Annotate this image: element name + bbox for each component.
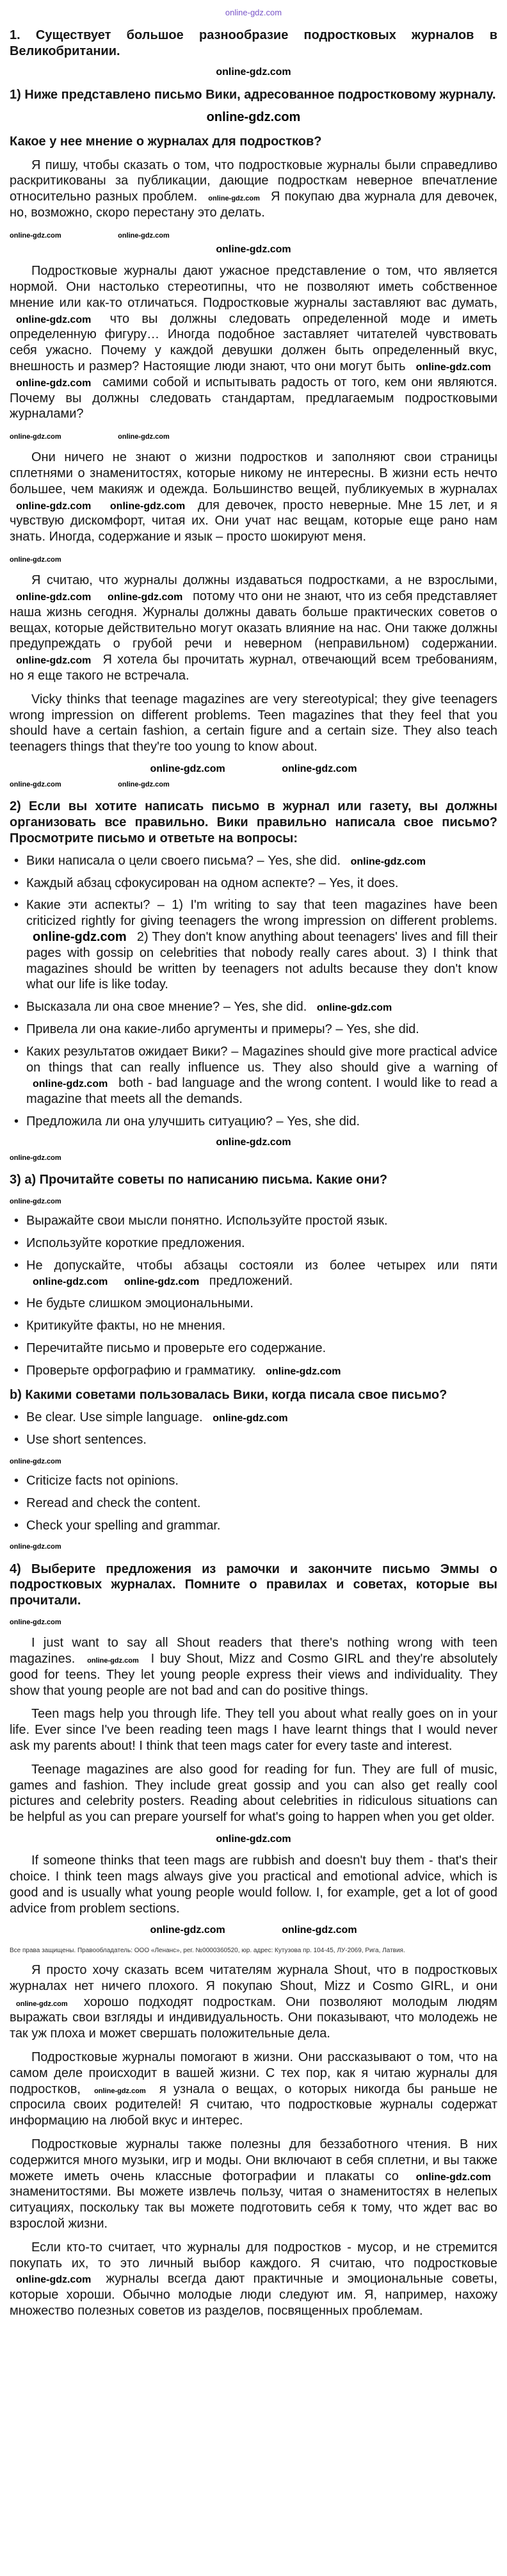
bullet-text: Используйте короткие предложения. [26,1235,245,1250]
bullet-text: Вики написала о цели своего письма? – Yes, she did. [26,853,341,868]
watermark-line [10,1455,497,1467]
watermark: online-gdz.com [150,763,225,775]
watermark: online-gdz.com [10,1197,61,1205]
paragraph-text: знаменитостями. Вы можете извлечь пользу, читая о знаменитостях в нелепых ситуациях, поскольку так вы можете подготовить себя к тому, что ждет вас во взрослой жизни. [10,2185,497,2231]
watermark: online-gdz.com [213,1413,288,1424]
bullet-text: Привела ли она какие-либо аргументы и примеры? – Yes, she did. [26,1022,419,1036]
bullet-text: 2) They don't know anything about teenagers' lives and fill their pages with gossip on celebrities that nobody really cares about. 3) I think that magazines should be written by teenagers not adults because they don't know what our life is like today. [26,929,497,992]
bullet-text: Не будьте слишком эмоциональными. [26,1296,254,1311]
watermark: online-gdz.com [282,1925,357,1936]
watermark: online-gdz.com [10,1543,61,1551]
watermark: online-gdz.com [10,781,61,789]
watermark-line [10,110,497,125]
bullet-item [10,1022,497,1038]
watermark: online-gdz.com [216,1136,291,1148]
paragraph-text: I just want to say all Shout readers that there's nothing wrong with teen magazines. [10,1636,497,1666]
bullet-text: Reread and check the content. [26,1496,201,1510]
watermark: online-gdz.com [10,556,61,564]
paragraph-text: Teen mags help you through life. They tell you about what really goes on in your life. Ever since I've been reading teen mags I have learnt things that I would never ask my parents about! I think that teen mags cater for every taste and interest. [10,1707,497,1753]
bullet-text: Проверьте орфографию и грамматику. [26,1363,256,1378]
question-1-subheading: Какое у нее мнение о журналах для подростков? [10,134,322,149]
bullet-text: Предложила ли она улучшить ситуацию? – Yes, she did. [26,1114,360,1129]
paragraph-text: Подростковые журналы помогают в жизни. Они рассказывают о том, что на самом деле происходит в вашей жизни. С тех пор, как я читаю журналы для подростков, [10,2050,497,2096]
bullet-text: both - bad language and the wrong content. I would like to read a magazine that meets all the demands. [26,1076,497,1107]
bullet-item [10,1341,497,1357]
paragraph-text: Я просто хочу сказать всем читателям журнала Shout, что в подростковых журналах нет ничего плохого. Я покупаю Shout, Mizz и Cosmo GIRL, и они [10,1963,497,1993]
watermark: online-gdz.com [10,1153,61,1162]
watermark-line [10,1136,497,1148]
watermark: online-gdz.com [350,856,426,867]
watermark: online-gdz.com [118,781,170,789]
bullet-item [10,1235,497,1251]
bullet-text: Criticize facts not opinions. [26,1474,179,1488]
paragraph-text: что вы должны следовать определенной моде и иметь определенную фигуру… Иногда подобное заставляет читателей чувствовать себя ужасно. Почему у каждой девушки должен быть определенный вкус, внешность и размер? Настоящие люди знают, что они могут быть [10,311,497,373]
paragraph-text: Они ничего не знают о жизни подростков и заполняют свои страницы сплетнями о знаменитостях, которые никому не интересны. В жизни есть нечто большее, чем макияж и одежда. Большинство вещей, публикуемых в журналах [10,450,497,496]
question-3a-heading: 3) a) Прочитайте советы по написанию письма. Какие они? [10,1173,388,1187]
watermark: online-gdz.com [10,433,61,441]
paragraph-text: Teenage magazines are also good for reading for fun. They are full of music, games and fashion. They include great gossip and you can also get really cool pictures and celebrity posters. Reading about celebrities in ridiculous situations can be helpful as you can prepare yourself for what's going to happen when you get older. [10,1762,497,1825]
letter-paragraph-4 [10,573,497,684]
bullet-text: Высказала ли она свое мнение? – Yes, she did. [26,1000,307,1015]
watermark-line [10,1924,497,1936]
question-4-heading: 4) Выберите предложения из рамочки и закончите письмо Эммы о подростковых журналах. Помните о правилах и советах, которые вы прочитали. [10,1561,497,1608]
watermark: online-gdz.com [118,433,170,441]
watermark: online-gdz.com [316,1002,392,1014]
watermark-line [10,763,497,775]
watermark: online-gdz.com [10,1618,61,1627]
emma-letter-en-paragraph-3 [10,1762,497,1825]
watermark: online-gdz.com [33,1276,108,1288]
watermark-line [10,1833,497,1845]
emma-letter-en-paragraph-4 [10,1853,497,1916]
bullet-text: Use short sentences. [26,1433,147,1447]
watermark: online-gdz.com [16,2274,92,2286]
paragraph-text: я узнала о вещах, о которых никогда бы раньше не спросила своих родителей! Я считаю, что подростковые журналы содержат информацию на любой вкус и интерес. [10,2082,497,2128]
letter-paragraph-2 [10,263,497,422]
watermark: online-gdz.com [10,1457,61,1465]
paragraph-text: Я пишу, чтобы сказать о том, что подростковые журналы были справедливо раскритикованы за публикации, дающие подросткам неверное впечатление относительно разных проблем. [10,158,497,204]
bullet-text: Be clear. Use simple language. [26,1410,203,1425]
watermark-line-top [10,6,497,19]
emma-letter-ru-paragraph-2 [10,2050,497,2129]
vicky-answer-english [10,692,497,755]
watermark: online-gdz.com [208,195,260,203]
paragraph-text: If someone thinks that teen mags are rubbish and doesn't buy them - that's their choice. I think teen mags always give you practical and emotional advice, which is good and is usually what young people would follow. I, for example, get a lot of good advice from problem sections. [10,1854,497,1916]
bullet-item [10,1432,497,1448]
watermark: online-gdz.com [16,500,92,512]
task-title: 1. Существует большое разнообразие подростковых журналов в Великобритании. [10,28,497,58]
paragraph-text: журналы всегда дают практичные и эмоциональные советы, которые хороши. Обычно молодые люди следуют им. Я, например, нахожу множество полезных советов из разделов, посвященных проблемам. [10,2272,497,2318]
bullet-text: Не допускайте, чтобы абзацы состояли из более четырех или пяти [26,1258,497,1273]
paragraph-text: Я хотела бы прочитать журнал, отвечающий всем требованиям, но я еще такого не встречала. [10,653,497,683]
watermark: online-gdz.com [16,655,92,667]
question-3a-list [10,1213,497,1378]
bullet-item [10,1213,497,1229]
watermark: online-gdz.com [216,1833,291,1845]
paragraph-text: Подростковые журналы дают ужасное представление о том, что является нормой. Они настолько стереотипны, что не позволяют иметь собственное мнение или как-то отличаться. Подростковые журналы заставляют вас думать, [10,264,497,310]
bullet-text: Каких результатов ожидает Вики? – Magazines should give more practical advice on things that can really influence us. They also should give a warning of [26,1044,497,1075]
watermark: online-gdz.com [216,243,291,255]
question-3b-list [10,1410,497,1448]
paragraph-text: Подростковые журналы также полезны для беззаботного чтения. В них содержится много музыки, игр и моды. Они включают в себя сплетни, и вы также можете иметь очень классные фотографии и плакаты со [10,2137,497,2183]
watermark: online-gdz.com [10,231,61,240]
watermark: online-gdz.com [216,66,291,77]
bullet-item [10,897,497,993]
watermark-line [10,553,497,565]
paragraph-text: Если кто-то считает, что журналы для подростков - мусор, и не стремится покупать их, то это личный выбор каждого. Я считаю, что подростковые [10,2240,497,2270]
paragraph-text: I buy Shout, Mizz and Cosmo GIRL and they're absolutely good for teens. They let young people express their views and individuality. They show that young people are not bad and can do positive things. [10,1652,498,1698]
question-1-heading: 1) Ниже представлено письмо Вики, адресованное подростковому журналу. [10,87,496,102]
emma-letter-ru-paragraph-3 [10,2137,497,2232]
letter-paragraph-1 [10,158,497,221]
bullet-text: Перечитайте письмо и проверьте его содержание. [26,1341,326,1355]
bullet-item [10,1318,497,1334]
bullet-item [10,876,497,892]
question-2-list [10,853,497,1130]
watermark-line [10,430,497,442]
paragraph-text: Vicky thinks that teenage magazines are very stereotypical; they give teenagers wrong impression on different problems. Teen magazines that they feel that you should have a certain fashion, a certain figure and a certain size. They also teach teenagers things that they're too young to know about. [10,692,497,754]
watermark: online-gdz.com [109,500,186,512]
watermark: online-gdz.com [282,763,357,775]
bullet-item [10,1296,497,1312]
watermark: online-gdz.com [118,231,170,240]
letter-paragraph-3 [10,450,497,545]
watermark: online-gdz.com [94,2087,146,2095]
watermark: online-gdz.com [266,1365,341,1377]
watermark-line [10,1194,497,1207]
copyright-notice: Все права защищены. Правообладатель: ООО «Ленанс», рег. №0000360520, юр. адрес: Кутузова пр. 104-45, ЛУ-2069, Рига, Латвия. [10,1946,405,1954]
watermark: online-gdz.com [33,929,127,944]
bullet-item [10,1363,497,1379]
bullet-item [10,1496,497,1512]
watermark-line [10,243,497,256]
bullet-item [10,853,497,869]
paragraph-text: Я считаю, что журналы должны издаваться подростками, а не взрослыми, [31,573,497,588]
watermark: online-gdz.com [108,592,183,603]
paragraph-text: самими собой и испытывать радость от того, кем они являются. Почему вы должны следовать стандартам, предлагаемым подростковыми журналами? [10,375,497,421]
watermark: online-gdz.com [206,110,301,124]
watermark: online-gdz.com [150,1925,225,1936]
watermark: online-gdz.com [415,2171,491,2183]
watermark: online-gdz.com [16,592,92,603]
question-3b-heading: b) Какими советами пользовалась Вики, когда писала свое письмо? [10,1388,447,1403]
bullet-item [10,1410,497,1426]
watermark-line [10,1540,497,1552]
bullet-text: Какие эти аспекты? – 1) I'm writing to say that teen magazines have been criticized rightly for giving teenagers the wrong impression on different problems. [26,898,497,929]
bullet-text: Check your spelling and grammar. [26,1518,221,1533]
watermark: online-gdz.com [16,314,92,325]
watermark: online-gdz.com [124,1276,200,1288]
bullet-text: Выражайте свои мысли понятно. Используйте простой язык. [26,1214,388,1228]
bullet-item [10,1473,497,1489]
watermark: online-gdz.com [87,1657,139,1665]
bullet-item [10,1044,497,1107]
site-watermark-link[interactable]: online-gdz.com [225,8,282,17]
bullet-item [10,1518,497,1534]
paragraph-text: потому что они не знают, что из себя представляет наша жизнь сегодня. Журналы должны давать больше практических советов о вещах, которые действительно могут оказать влияние на нас. Они также должны предупреждать о грубой речи и неверном (неправильном) содержании. [10,589,497,651]
question-2-heading: 2) Если вы хотите написать письмо в журнал или газету, вы должны организовать все правильно. Вики правильно написала свое письмо? Просмотрите письмо и ответьте на вопросы: [10,799,497,845]
watermark-line [10,229,497,241]
watermark-line [10,66,497,78]
bullet-item [10,999,497,1015]
watermark: online-gdz.com [16,2000,68,2008]
paragraph-text: хорошо подходят подросткам. Они позволяют молодым людям выражать свои взгляды и индивидуальность. Они показывают, что молодежь не так уж плоха и может свершать положительные дела. [10,1994,497,2041]
paragraph-text: Я покупаю два журнала для девочек, но, возможно, скоро перестану это делать. [10,190,497,220]
watermark: online-gdz.com [33,1079,108,1090]
emma-letter-ru-paragraph-1 [10,1962,497,2042]
watermark: online-gdz.com [16,377,92,389]
watermark: online-gdz.com [415,361,491,373]
paragraph-text: для девочек, просто неверные. Мне 15 лет, и я чувствую дискомфорт, читая их. Они учат нас вещам, которые еще рано нам знать. Иногда, содержание и язык – просто шокируют меня. [10,498,498,544]
watermark-line [10,1151,497,1163]
emma-letter-en-paragraph-2 [10,1706,497,1754]
watermark-line [10,778,497,790]
bullet-text: Каждый абзац сфокусирован на одном аспекте? – Yes, it does. [26,876,399,890]
emma-letter-ru-paragraph-4 [10,2240,497,2319]
bullet-text: предложений. [209,1274,293,1289]
bullet-item [10,1114,497,1130]
bullet-text: Критикуйте факты, но не мнения. [26,1319,226,1333]
emma-letter-en-paragraph-1 [10,1635,497,1699]
question-3b-list-continued [10,1473,497,1533]
bullet-item [10,1258,497,1290]
watermark-line [10,1615,497,1627]
